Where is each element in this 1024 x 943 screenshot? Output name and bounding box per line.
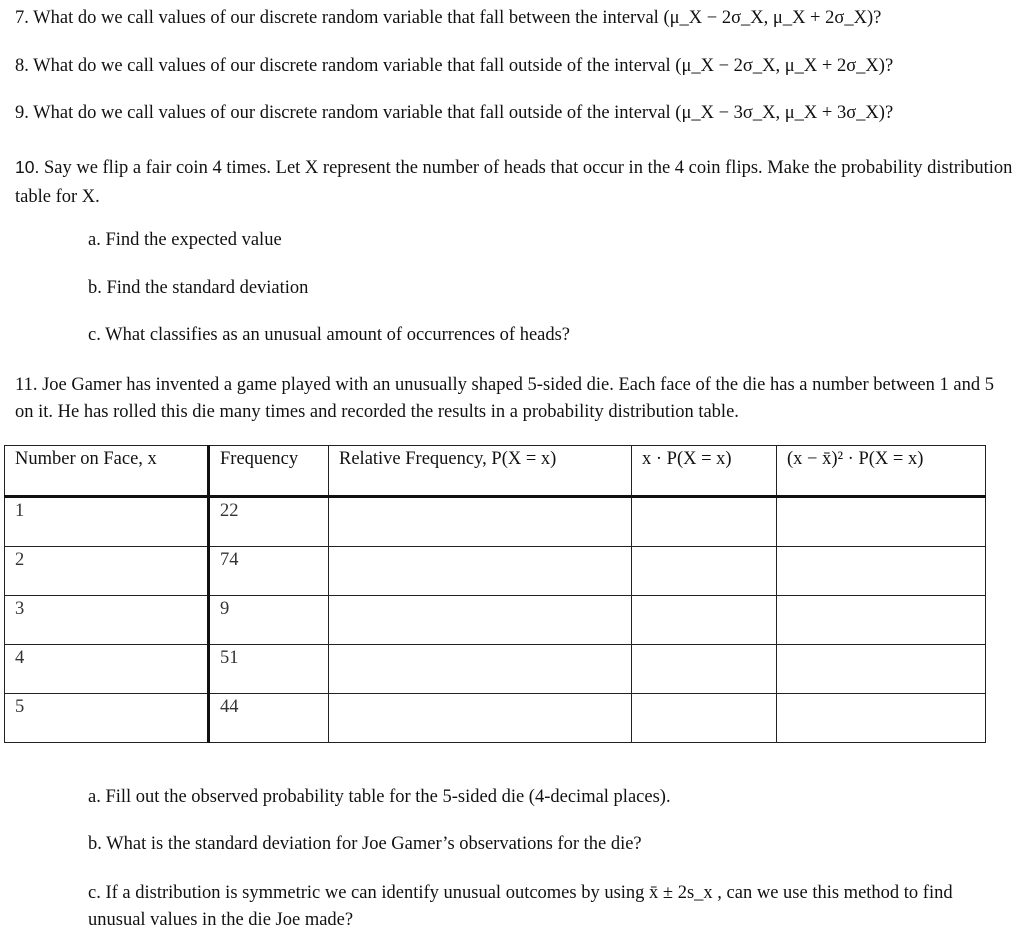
x-times-p-cell[interactable] bbox=[632, 547, 777, 596]
header-variance-term: (x − x̄)² · P(X = x) bbox=[777, 446, 986, 497]
question-9: 9. What do we call values of our discrete random variable that fall outside of the interval (μ_X − 3σ_X, μ_X + 3σ_X)? bbox=[15, 103, 894, 123]
question-11-part-a: a. Fill out the observed probability table for the 5-sided die (4-decimal places). bbox=[88, 787, 671, 807]
relative-frequency-cell[interactable] bbox=[329, 547, 632, 596]
variance-term-cell[interactable] bbox=[777, 497, 986, 547]
probability-table bbox=[4, 445, 986, 743]
question-10 bbox=[15, 153, 1024, 212]
question-7: 7. What do we call values of our discrete random variable that fall between the interval (μ_X − 2σ_X, μ_X + 2σ_X)? bbox=[15, 8, 882, 28]
relative-frequency-cell[interactable] bbox=[329, 497, 632, 547]
question-10-part-a: a. Find the expected value bbox=[88, 230, 282, 250]
x-times-p-cell[interactable] bbox=[632, 497, 777, 547]
question-10-part-c: c. What classifies as an unusual amount of occurrences of heads? bbox=[88, 325, 571, 345]
header-frequency: Frequency bbox=[209, 446, 329, 497]
frequency-cell: 51 bbox=[209, 645, 329, 694]
variance-term-cell[interactable] bbox=[777, 547, 986, 596]
relative-frequency-cell[interactable] bbox=[329, 694, 632, 743]
table-header-row bbox=[5, 446, 986, 497]
face-cell: 3 bbox=[5, 596, 209, 645]
header-x-times-p: x · P(X = x) bbox=[632, 446, 777, 497]
table-row bbox=[5, 596, 986, 645]
frequency-cell: 44 bbox=[209, 694, 329, 743]
relative-frequency-cell[interactable] bbox=[329, 596, 632, 645]
question-11-part-b: b. What is the standard deviation for Joe Gamer’s observations for the die? bbox=[88, 834, 642, 854]
table-row bbox=[5, 547, 986, 596]
frequency-cell: 74 bbox=[209, 547, 329, 596]
face-cell: 2 bbox=[5, 547, 209, 596]
question-11: 11. Joe Gamer has invented a game played with an unusually shaped 5-sided die. Each face of the die has a number between 1 and 5 on it. He has rolled this die many times and recorded the results in a probability distribution table. bbox=[15, 375, 994, 422]
frequency-cell: 9 bbox=[209, 596, 329, 645]
face-cell: 1 bbox=[5, 497, 209, 547]
variance-term-cell[interactable] bbox=[777, 694, 986, 743]
question-10-number: 10. bbox=[15, 157, 40, 177]
table-row bbox=[5, 694, 986, 743]
x-times-p-cell[interactable] bbox=[632, 596, 777, 645]
question-8: 8. What do we call values of our discrete random variable that fall outside of the interval (μ_X − 2σ_X, μ_X + 2σ_X)? bbox=[15, 56, 894, 76]
x-times-p-cell[interactable] bbox=[632, 645, 777, 694]
question-10-text: Say we flip a fair coin 4 times. Let X represent the number of heads that occur in the 4 coin flips. Make the probability distribution table for X. bbox=[15, 158, 1013, 207]
frequency-cell: 22 bbox=[209, 497, 329, 547]
face-cell: 5 bbox=[5, 694, 209, 743]
table-row bbox=[5, 497, 986, 547]
question-11-part-c: c. If a distribution is symmetric we can identify unusual outcomes by using x̄ ± 2s_x , can we use this method to find unusual values in the die Joe made? bbox=[88, 883, 953, 930]
variance-term-cell[interactable] bbox=[777, 596, 986, 645]
relative-frequency-cell[interactable] bbox=[329, 645, 632, 694]
face-cell: 4 bbox=[5, 645, 209, 694]
x-times-p-cell[interactable] bbox=[632, 694, 777, 743]
question-10-part-b: b. Find the standard deviation bbox=[88, 278, 309, 298]
table-row bbox=[5, 645, 986, 694]
header-relative-frequency: Relative Frequency, P(X = x) bbox=[329, 446, 632, 497]
header-face: Number on Face, x bbox=[5, 446, 209, 497]
variance-term-cell[interactable] bbox=[777, 645, 986, 694]
